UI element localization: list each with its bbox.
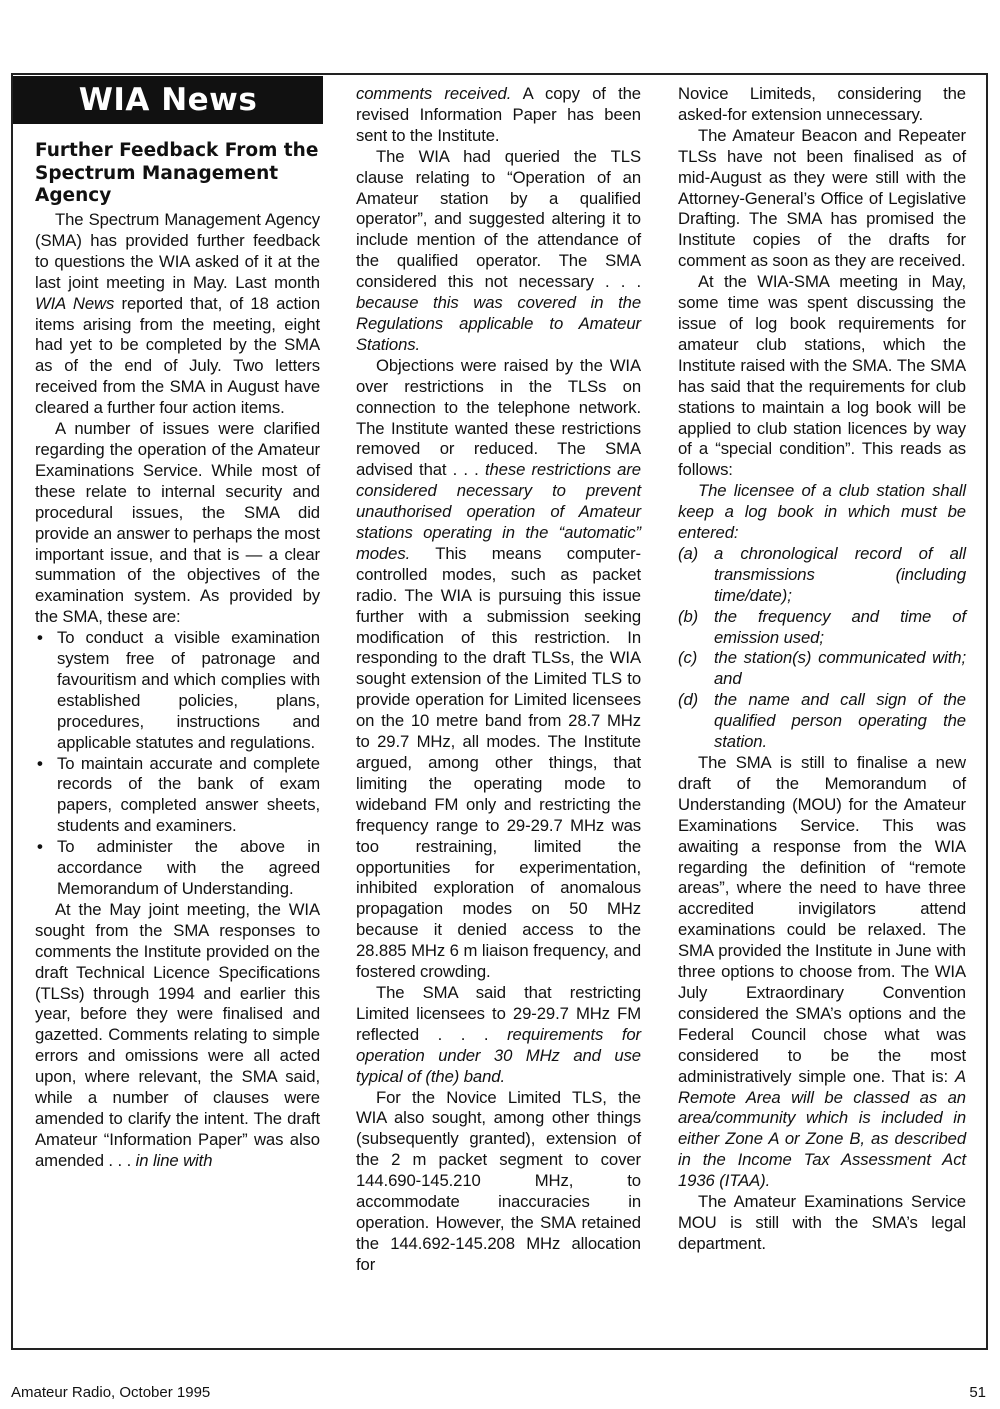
column-2: [356, 84, 641, 1276]
list-item: • To conduct a visible examination system free of patronage and favouritism and which complies with established policies, plans, procedures, instructions and applicable statutes and regulations.: [35, 628, 320, 753]
paragraph: The Spectrum Management Agency (SMA) has provided further feedback to questions the WIA asked of it at the last joint meeting in May. Last month WIA News reported that, of 18 action items arising from the meeting, eight had yet to be completed by the SMA as of the end of July. Two letters received from the SMA in August have cleared a further four action items.: [35, 210, 320, 418]
paragraph: At the WIA-SMA meeting in May, some time was spent discussing the issue of log book requirements for amateur club stations, which the Institute raised with the SMA. The SMA has said that the requirements for club stations to maintain a log book will be applied to club station licences by way of a “special condition”. This reads as follows:: [678, 272, 966, 480]
paragraph: Novice Limiteds, considering the asked-for extension unnecessary.: [678, 84, 966, 124]
column-1: [35, 140, 320, 1172]
list-item: • To administer the above in accordance with the agreed Memorandum of Understanding.: [35, 837, 320, 900]
objectives-list: [35, 628, 320, 900]
article-headline: Further Feedback From the Spectrum Management Agency: [35, 140, 319, 206]
paragraph: Objections were raised by the WIA over restrictions in the TLSs on connection to the telephone network. The Institute wanted these restrictions removed or reduced. The SMA advised that . . . these restrictions are considered necessary to prevent unauthorised operation of Amateur stations operating in the “automatic” modes. This means computer-controlled modes, such as packet radio. The WIA is pursuing this issue further with a submission seeking modification of this restriction. In responding to the draft TLSs, the WIA sought extension of the Limited TLS to provide operation for Limited licensees on the 10 metre band from 28.7 MHz to 29.7 MHz, all modes. The Institute argued, among other things, that limiting the operating mode to wideband FM only and restricting the frequency range to 29-29.7 MHz was too restraining, limited the opportunities for experimentation, inhibited exploration of anomalous propagation modes on 50 MHz because it denied access to the 28.885 MHz 6 m liaison frequency, and fostered crowding.: [356, 355, 641, 982]
paragraph: For the Novice Limited TLS, the WIA also sought, among other things (subsequently granted), extension of the 2 m packet segment to cover 144.690-145.210 MHz, to accommodate inaccuracies in operation. However, the SMA retained the 144.692-145.208 MHz allocation for: [356, 1087, 641, 1274]
paragraph: A number of issues were clarified regarding the operation of the Amateur Examinations Service. While most of these relate to internal security and procedural issues, the SMA did provide an answer to perhaps the most important issue, and that is — a clear summation of the objectives of the examination system. As provided by the SMA, these are:: [35, 419, 320, 627]
paragraph: The SMA said that restricting Limited licensees to 29-29.7 MHz FM reflected . . . requirements for operation under 30 MHz and use typical of (the) band.: [356, 982, 642, 1086]
paragraph: The WIA had queried the TLS clause relating to “Operation of an Amateur station by a qualified operator”, and suggested altering it to include mention of the attendance of the qualified operator. The SMA considered this not necessary . . . because this was covered in the Regulations applicable to Amateur Stations.: [356, 146, 641, 354]
list-item: (a) a chronological record of all transmissions (including time/date);: [678, 543, 966, 605]
page-number: 51: [969, 1384, 986, 1401]
paragraph: The SMA is still to finalise a new draft of the Memorandum of Understanding (MOU) for the Amateur Examinations Service. This was awaiting a response from the WIA regarding the definition of “remote areas”, where the need to have three accredited invigilators attend examinations could be relaxed. The SMA provided the Institute in June with three options to choose from. The WIA July Extraordinary Convention considered the SMA’s options and the Federal Council chose what was considered to be the most administratively simple one. That is: A Remote Area will be classed as an area/community which is included in either Zone A or Zone B, as described in the Income Tax Assessment Act 1936 (ITAA).: [678, 753, 966, 1191]
list-item: • To maintain accurate and complete records of the bank of exam papers, completed answer sheets, students and examiners.: [35, 754, 320, 838]
paragraph: comments received. A copy of the revised Information Paper has been sent to the Institute.: [356, 84, 641, 145]
section-masthead: WIA News: [13, 76, 323, 124]
paragraph: At the May joint meeting, the WIA sought from the SMA responses to comments the Institute provided on the draft Technical Licence Specifications (TLSs) through 1994 and earlier this year, before they were finalised and gazetted. Comments relating to simple errors and omissions were all acted upon, where relevant, the SMA said, while a number of clauses were amended to clarify the intent. The draft Amateur “Information Paper” was also amended . . . in line with: [35, 899, 320, 1170]
quoted-condition: The licensee of a club station shall keep a log book in which must be entered:: [678, 481, 966, 543]
list-item: (b) the frequency and time of emission used;: [678, 606, 966, 647]
paragraph: The Amateur Beacon and Repeater TLSs have not been finalised as of mid-August as they were still with the Attorney-General’s Office of Legislative Drafting. The SMA has promised the Institute copies of the drafts for comment as soon as they are received.: [678, 125, 966, 271]
footer-publication: Amateur Radio, October 1995: [11, 1384, 211, 1401]
paragraph: The Amateur Examinations Service MOU is still with the SMA’s legal department.: [678, 1192, 966, 1253]
list-item: (d) the name and call sign of the qualified person operating the station.: [678, 690, 966, 752]
list-item: (c) the station(s) communicated with; and: [678, 648, 966, 689]
column-3: [678, 84, 966, 1255]
log-requirements-list: [678, 544, 966, 753]
